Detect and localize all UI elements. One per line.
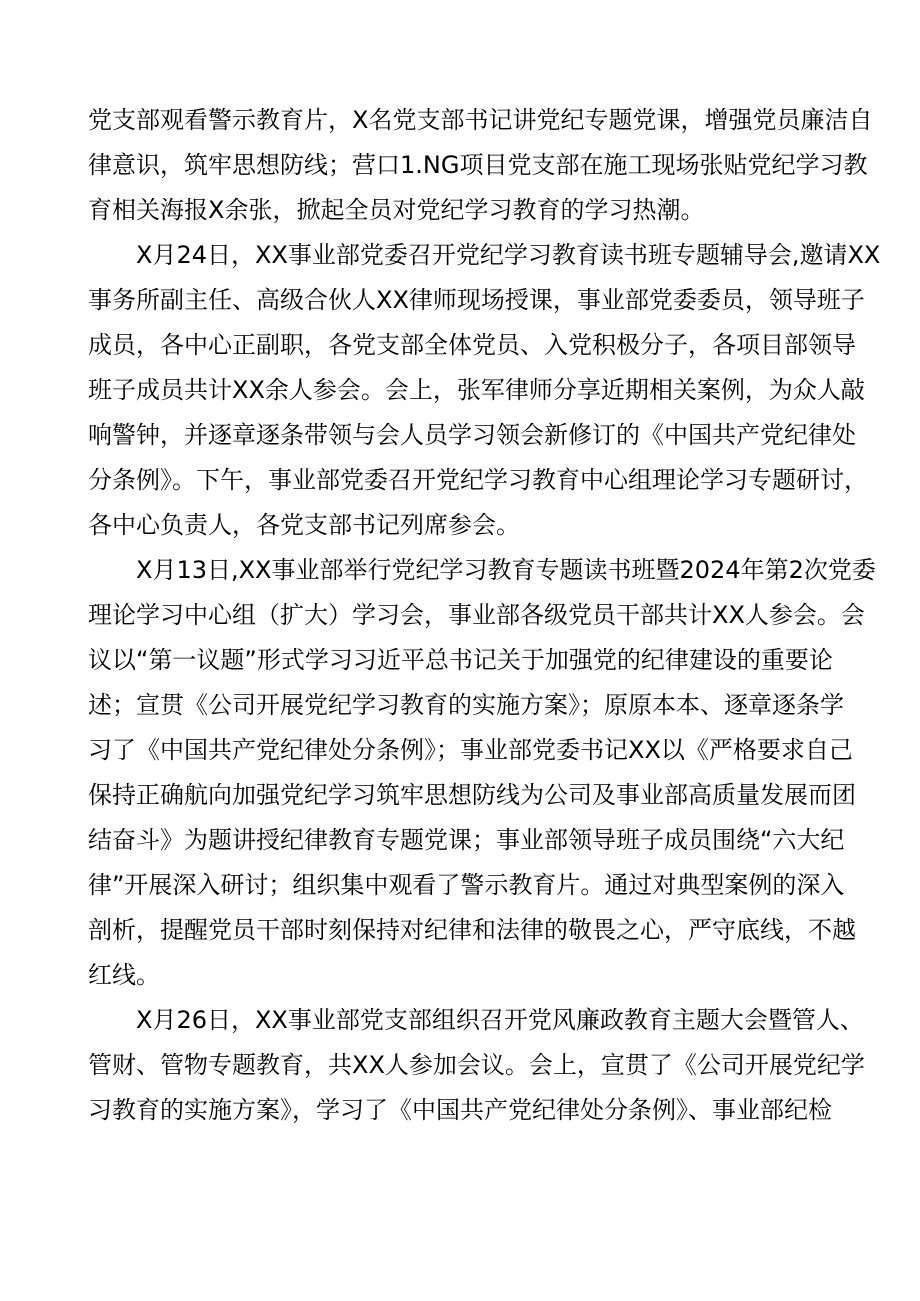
text-line: 班子成员共计XX余人参会。会上，张军律师分享近期相关案例，为众人敲 — [88, 376, 865, 404]
text-line: 响警钟，并逐章逐条带领与会人员学习领会新修订的《中国共产党纪律处 — [88, 421, 856, 449]
paragraph-start-line: X月13日,XX事业部举行党纪学习教育专题读书班暨2024年第2次党委 — [136, 556, 876, 584]
text-line: 各中心负责人，各党支部书记列席参会。 — [88, 511, 520, 539]
text-line: 律”开展深入研讨；组织集中观看了警示教育片。通过对典型案例的深入 — [88, 871, 845, 899]
text-line: 习教育的实施方案》，学习了《中国共产党纪律处分条例》、事业部纪检 — [88, 1096, 832, 1124]
paragraph-start-line: X月26日，XX事业部党支部组织召开党风廉政教育主题大会暨管人、 — [136, 1006, 864, 1034]
text-line: 事务所副主任、高级合伙人XX律师现场授课，事业部党委委员，领导班子 — [88, 286, 865, 314]
text-line: 理论学习中心组（扩大）学习会，事业部各级党员干部共计XX人参会。会 — [88, 601, 865, 629]
text-line: 成员，各中心正副职，各党支部全体党员、入党积极分子，各项目部领导 — [88, 331, 856, 359]
text-line: 红线。 — [88, 961, 160, 989]
text-line: 习了《中国共产党纪律处分条例》；事业部党委书记XX以《严格要求自己 — [88, 736, 853, 764]
paragraph-start-line: X月24日，XX事业部党委召开党纪学习教育读书班专题辅导会,邀请XX — [136, 241, 881, 269]
text-line: 育相关海报X余张，掀起全员对党纪学习教育的学习热潮。 — [88, 196, 705, 224]
document-body — [88, 98, 881, 1133]
text-line: 剖析，提醒党员干部时刻保持对纪律和法律的敬畏之心，严守底线，不越 — [88, 916, 856, 944]
text-line: 分条例》。下午，事业部党委召开党纪学习教育中心组理论学习专题研讨， — [88, 466, 868, 494]
text-line: 管财、管物专题教育，共XX人参加会议。会上，宣贯了《公司开展党纪学 — [88, 1051, 865, 1079]
text-line: 律意识，筑牢思想防线；营口1.NG项目党支部在施工现场张贴党纪学习教 — [88, 151, 868, 179]
text-line: 结奋斗》为题讲授纪律教育专题党课；事业部领导班子成员围绕“六大纪 — [88, 826, 845, 854]
text-line: 述；宣贯《公司开展党纪学习教育的实施方案》；原原本本、逐章逐条学 — [88, 691, 844, 719]
text-line: 保持正确航向加强党纪学习筑牢思想防线为公司及事业部高质量发展而团 — [88, 781, 856, 809]
text-line: 党支部观看警示教育片，X名党支部书记讲党纪专题党课，增强党员廉洁自 — [88, 106, 873, 134]
text-line: 议以“第一议题”形式学习习近平总书记关于加强党的纪律建设的重要论 — [88, 646, 833, 674]
